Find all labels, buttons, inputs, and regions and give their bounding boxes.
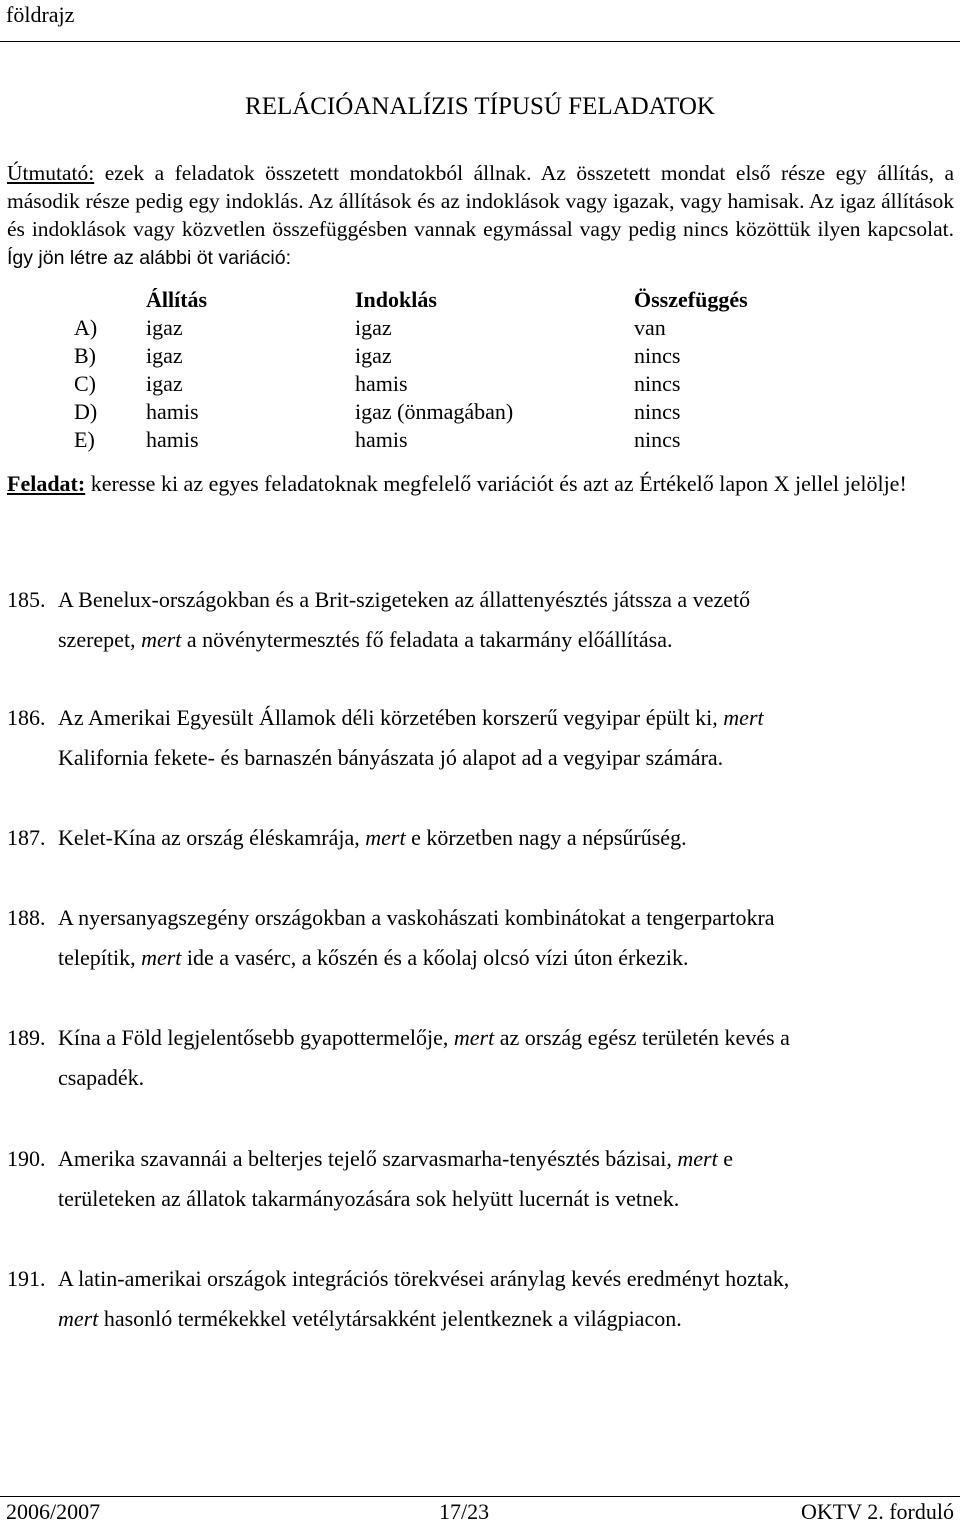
task-label: Feladat: [7,471,86,496]
question-187 [7,818,937,858]
variant-letter: C) [74,371,96,396]
question-191 [7,1259,937,1339]
question-line2 [7,1299,937,1339]
question-text: telepítik, [58,945,142,970]
footer-year: 2006/2007 [6,1499,101,1524]
question-185 [7,580,937,660]
header-indoklas: Indoklás [355,287,437,312]
variant-allitas: hamis [146,427,199,452]
question-number: 186. [7,705,46,730]
variant-indoklas: hamis [355,427,408,452]
variant-allitas: hamis [146,399,199,424]
question-text: Az Amerikai Egyesült Államok déli körzetében korszerű vegyipar épült ki, [58,705,724,730]
question-text: hasonló termékekkel vetélytársakként jelentkeznek a világpiacon. [98,1306,682,1331]
question-186 [7,698,937,778]
question-188 [7,898,937,978]
question-number: 187. [7,825,46,850]
instructions-text-sans: Így jön létre az alábbi öt variáció: [7,247,291,269]
mert-keyword: mert [677,1146,718,1171]
header-subject: földrajz [6,2,75,27]
variant-osszefugges: nincs [634,427,681,452]
mert-keyword: mert [723,705,764,730]
variant-osszefugges: nincs [634,343,681,368]
variant-indoklas: igaz (önmagában) [355,399,514,424]
question-text: A nyersanyagszegény országokban a vaskohászati kombinátokat a tengerpartokra [58,905,775,930]
question-number: 190. [7,1146,46,1171]
question-text: A Benelux-országokban és a Brit-szigeteken az állattenyésztés játssza a vezető [58,587,751,612]
variant-osszefugges: nincs [634,371,681,396]
variant-allitas: igaz [146,343,183,368]
mert-keyword: mert [141,945,182,970]
instructions-label: Útmutató: [7,161,95,185]
question-line2 [7,620,937,660]
question-text: e [717,1146,733,1171]
variant-indoklas: igaz [355,315,392,340]
header-osszefugges: Összefüggés [634,287,748,312]
question-189 [7,1018,937,1098]
page-title: RELÁCIÓANALÍZIS TÍPUSÚ FELADATOK [245,93,715,120]
variant-osszefugges: van [634,315,666,340]
question-text: Kelet-Kína az ország éléskamrája, [58,825,366,850]
mert-keyword: mert [141,627,182,652]
task-instruction [7,469,954,498]
variant-osszefugges: nincs [634,399,681,424]
mert-keyword: mert [58,1306,99,1331]
instructions [7,159,954,272]
variant-indoklas: hamis [355,371,408,396]
question-line2: területeken az állatok takarmányozására sok helyütt lucernát is vetnek. [58,1186,680,1211]
question-text: az ország egész területén kevés a [494,1025,790,1050]
variant-letter: D) [74,399,98,424]
task-text: keresse ki az egyes feladatoknak megfelelő variációt és azt az Értékelő lapon X jellel jelölje! [85,471,907,496]
question-number: 189. [7,1025,46,1050]
question-text: szerepet, [58,627,142,652]
footer-rule [0,1496,960,1497]
question-text: ide a vasérc, a kőszén és a kőolaj olcsó vízi úton érkezik. [181,945,689,970]
mert-keyword: mert [453,1025,495,1050]
mert-keyword: mert [365,825,406,850]
footer-competition: OKTV 2. forduló [801,1499,954,1524]
question-text: e körzetben nagy a népsűrűség. [405,825,687,850]
question-number: 185. [7,587,46,612]
question-number: 191. [7,1266,46,1291]
question-line2: Kalifornia fekete- és barnaszén bányászata jó alapot ad a vegyipar számára. [58,745,724,770]
footer-page-number: 17/23 [439,1499,490,1524]
instructions-text: ezek a feladatok összetett mondatokból állnak. Az összetett mondat első része egy állítás, a második része pedig egy indoklás. Az állítások és az indoklások vagy igazak, vagy hamisak. Az igaz állítások és indoklások vagy közvetlen összefüggésben vannak egymással vagy pedig nincs közöttük ilyen kapcsolat. [7,161,954,241]
variant-indoklas: igaz [355,343,392,368]
variant-letter: A) [74,315,98,340]
question-190 [7,1139,937,1219]
header-rule [0,41,960,42]
question-text: A latin-amerikai országok integrációs törekvései aránylag kevés eredményt hoztak, [58,1266,790,1291]
question-number: 188. [7,905,46,930]
question-text: a növénytermesztés fő feladata a takarmány előállítása. [181,627,673,652]
variant-allitas: igaz [146,315,183,340]
question-line2: csapadék. [58,1065,145,1090]
question-line2 [7,938,937,978]
variant-letter: E) [74,427,95,452]
variant-allitas: igaz [146,371,183,396]
question-text: Kína a Föld legjelentősebb gyapottermelője, [58,1025,454,1050]
question-text: Amerika szavannái a belterjes tejelő szarvasmarha-tenyésztés bázisai, [58,1146,678,1171]
header-allitas: Állítás [146,287,208,312]
variant-letter: B) [74,343,96,368]
